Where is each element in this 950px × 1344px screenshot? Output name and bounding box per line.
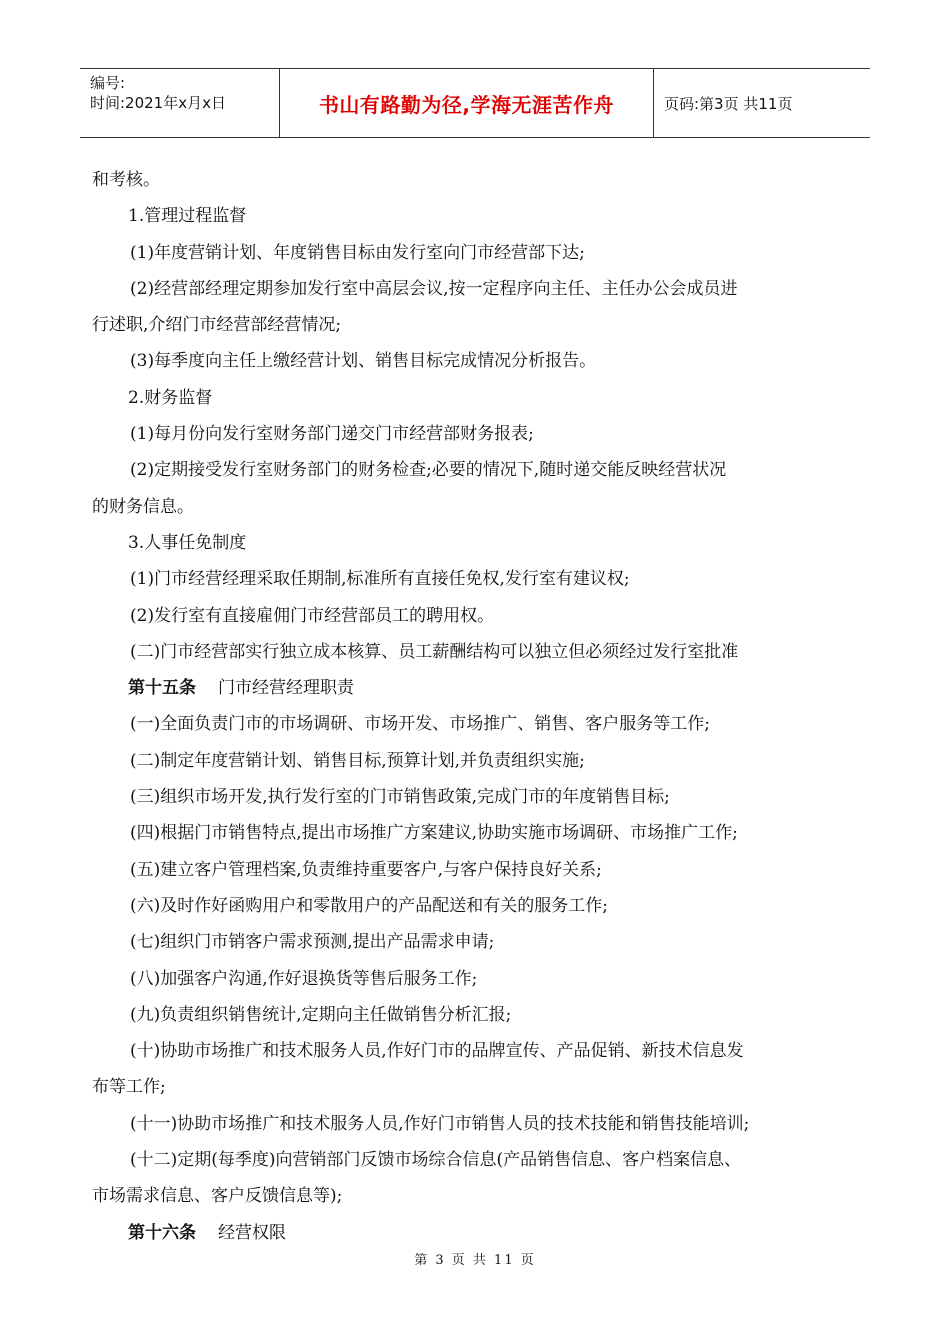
list-item: (2)发行室有直接雇佣门市经营部员工的聘用权。 xyxy=(130,605,495,626)
list-item: (六)及时作好函购用户和零散用户的产品配送和有关的服务工作; xyxy=(130,895,608,916)
article-title: 经营权限 xyxy=(218,1222,286,1243)
article-heading xyxy=(92,1215,872,1251)
article-title: 门市经营经理职责 xyxy=(218,678,354,699)
list-item-continuation: 布等工作; xyxy=(92,1077,166,1098)
article-number: 第十五条 xyxy=(128,678,196,699)
header-page-cell xyxy=(654,69,870,137)
article-heading xyxy=(92,670,872,706)
header-meta xyxy=(80,69,280,137)
list-item: (二)门市经营部实行独立成本核算、员工薪酬结构可以独立但必须经过发行室批准 xyxy=(130,641,739,662)
article-number: 第十六条 xyxy=(128,1222,196,1243)
list-item: (3)每季度向主任上缴经营计划、销售目标完成情况分析报告。 xyxy=(130,351,597,372)
paragraph-line: 和考核。 xyxy=(92,170,160,190)
list-item: (十二)定期(每季度)向营销部门反馈市场综合信息(产品销售信息、客户档案信息、 xyxy=(130,1150,742,1171)
list-item: (一)全面负责门市的市场调研、市场开发、市场推广、销售、客户服务等工作; xyxy=(130,714,710,735)
document-date: 时间:2021年x月x日 xyxy=(90,94,226,112)
list-item: (七)组织门市销客户需求预测,提出产品需求申请; xyxy=(130,932,495,953)
list-item-continuation: 市场需求信息、客户反馈信息等); xyxy=(92,1186,343,1207)
page-footer xyxy=(0,1249,950,1268)
list-item: (十一)协助市场推广和技术服务人员,作好门市销售人员的技术技能和销售技能培训; xyxy=(130,1113,750,1134)
list-item: (1)年度营销计划、年度销售目标由发行室向门市经营部下达; xyxy=(130,242,585,263)
header-motto-cell xyxy=(280,69,654,137)
list-item: (2)经营部经理定期参加发行室中高层会议,按一定程序向主任、主任办公会成员进 xyxy=(130,278,738,299)
section-heading: 1.管理过程监督 xyxy=(128,206,247,227)
document-body xyxy=(92,162,872,1251)
list-item: (九)负责组织销售统计,定期向主任做销售分析汇报; xyxy=(130,1004,512,1025)
list-item: (三)组织市场开发,执行发行室的门市销售政策,完成门市的年度销售目标; xyxy=(130,787,670,808)
document-number: 编号: xyxy=(90,74,126,92)
list-item: (2)定期接受发行室财务部门的财务检查;必要的情况下,随时递交能反映经营状况 xyxy=(130,460,727,481)
list-item: (二)制定年度营销计划、销售目标,预算计划,并负责组织实施; xyxy=(130,750,585,771)
header-motto: 书山有路勤为径,学海无涯苦作舟 xyxy=(318,92,615,117)
document-header xyxy=(80,68,870,138)
section-heading: 3.人事任免制度 xyxy=(128,532,247,553)
list-item: (五)建立客户管理档案,负责维持重要客户,与客户保持良好关系; xyxy=(130,859,602,880)
list-item: (四)根据门市销售特点,提出市场推广方案建议,协助实施市场调研、市场推广工作; xyxy=(130,823,738,844)
header-page-number: 页码:第3页 共11页 xyxy=(664,94,793,113)
list-item-continuation: 的财务信息。 xyxy=(92,496,194,517)
list-item: (八)加强客户沟通,作好退换货等售后服务工作; xyxy=(130,968,478,989)
section-heading: 2.财务监督 xyxy=(128,387,213,408)
list-item: (1)每月份向发行室财务部门递交门市经营部财务报表; xyxy=(130,424,534,445)
list-item: (十)协助市场推广和技术服务人员,作好门市的品牌宣传、产品促销、新技术信息发 xyxy=(130,1041,744,1062)
list-item-continuation: 行述职,介绍门市经营部经营情况; xyxy=(92,315,342,336)
footer-page-number: 第 3 页 共 11 页 xyxy=(414,1253,536,1268)
list-item: (1)门市经营经理采取任期制,标准所有直接任免权,发行室有建议权; xyxy=(130,569,630,590)
